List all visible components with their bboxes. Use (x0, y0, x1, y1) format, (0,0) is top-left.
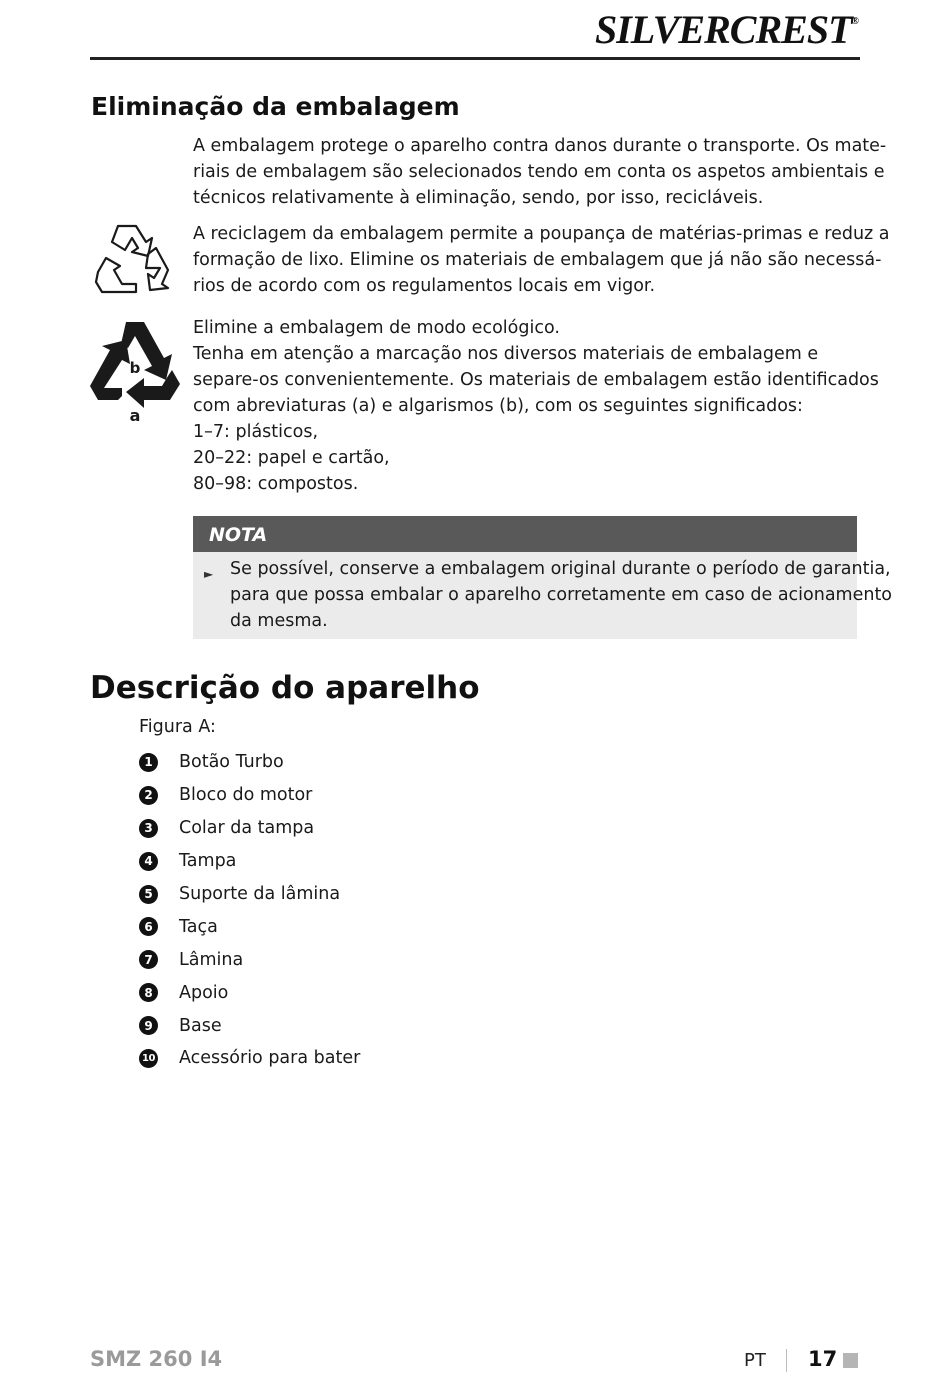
header-rule (90, 57, 860, 60)
item-number-badge: 10 (139, 1049, 158, 1068)
recycling-code-triangle-icon (88, 318, 182, 428)
item-number-badge: 1 (139, 753, 158, 772)
section-title-disposal: Eliminação da embalagem (91, 92, 460, 121)
item-label: Base (179, 1015, 222, 1036)
symbol-label-a: a (129, 406, 141, 425)
parts-list (139, 746, 360, 1075)
list-item (139, 910, 360, 943)
item-number-badge: 2 (139, 786, 158, 805)
note-heading: NOTA (193, 516, 857, 552)
text-line: Tenha em atenção a marcação nos diversos materiais de embalagem e (193, 344, 819, 364)
section-title-device-description: Descrição do aparelho (90, 670, 480, 706)
text-line: A reciclagem da embalagem permite a poupança de matérias-primas e reduz a (193, 224, 890, 244)
item-label: Lâmina (179, 949, 244, 970)
text-line: rios de acordo com os regulamentos locais em vigor. (193, 276, 656, 296)
recycle-arrows-icon (92, 220, 178, 300)
text-line: 80–98: compostos. (193, 474, 359, 494)
item-number-badge: 7 (139, 950, 158, 969)
list-item (139, 779, 360, 812)
item-label: Suporte da lâmina (179, 884, 341, 904)
list-item (139, 812, 360, 845)
symbol-label-b: b (129, 359, 141, 377)
list-item (139, 1042, 360, 1075)
footer-divider (786, 1349, 787, 1372)
item-label: Bloco do motor (179, 785, 313, 806)
footer-page-number: 17 (808, 1347, 838, 1371)
footer-model-number: SMZ 260 I4 (90, 1347, 223, 1371)
item-label: Botão Turbo (179, 752, 284, 773)
item-label: Acessório para bater (179, 1048, 361, 1069)
text-line: técnicos relativamente à eliminação, sendo, por isso, recicláveis. (193, 188, 764, 208)
item-number-badge: 9 (139, 1016, 158, 1035)
note-body (193, 552, 893, 634)
paragraph-packaging-protection (193, 133, 887, 211)
item-number-badge: 6 (139, 917, 158, 936)
text-line: 1–7: plásticos, (193, 422, 319, 442)
item-label: Taça (179, 916, 218, 937)
item-label: Tampa (179, 851, 237, 872)
note-line: para que possa embalar o aparelho corretamente em caso de acionamento (230, 585, 893, 605)
item-number-badge: 5 (139, 885, 158, 904)
list-item (139, 746, 360, 779)
footer-language: PT (744, 1350, 766, 1371)
text-line: com abreviaturas (a) e algarismos (b), com os seguintes significados: (193, 396, 803, 416)
list-item (139, 845, 360, 878)
brand-logo-text: SILVERCREST (594, 7, 852, 52)
text-line: separe-os convenientemente. Os materiais de embalagem estão identificados (193, 370, 879, 390)
list-item (139, 976, 360, 1009)
text-line: A embalagem protege o aparelho contra danos durante o transporte. Os mate- (193, 136, 887, 156)
item-number-badge: 8 (139, 983, 158, 1002)
note-box (193, 516, 893, 639)
item-label: Apoio (179, 982, 229, 1003)
note-line: Se possível, conserve a embalagem original durante o período de garantia, (230, 559, 891, 579)
arrow-right-icon: ► (204, 567, 214, 581)
note-line: da mesma. (230, 611, 328, 631)
item-number-badge: 3 (139, 819, 158, 838)
list-item (139, 943, 360, 976)
paragraph-recycling (193, 221, 890, 299)
text-line: 20–22: papel e cartão, (193, 448, 390, 468)
footer-square-marker (843, 1353, 858, 1368)
registered-mark: ® (851, 16, 858, 27)
brand-logo (595, 6, 858, 53)
figure-label: Figura A: (139, 717, 216, 737)
text-line: formação de lixo. Elimine os materiais de embalagem que já não são necessá- (193, 250, 882, 270)
text-line: Elimine a embalagem de modo ecológico. (193, 318, 560, 338)
list-item (139, 1009, 360, 1042)
text-line: riais de embalagem são selecionados tendo em conta os aspetos ambientais e (193, 162, 885, 182)
item-number-badge: 4 (139, 852, 158, 871)
paragraph-eco-disposal (193, 315, 879, 497)
list-item (139, 878, 360, 911)
item-label: Colar da tampa (179, 818, 315, 839)
